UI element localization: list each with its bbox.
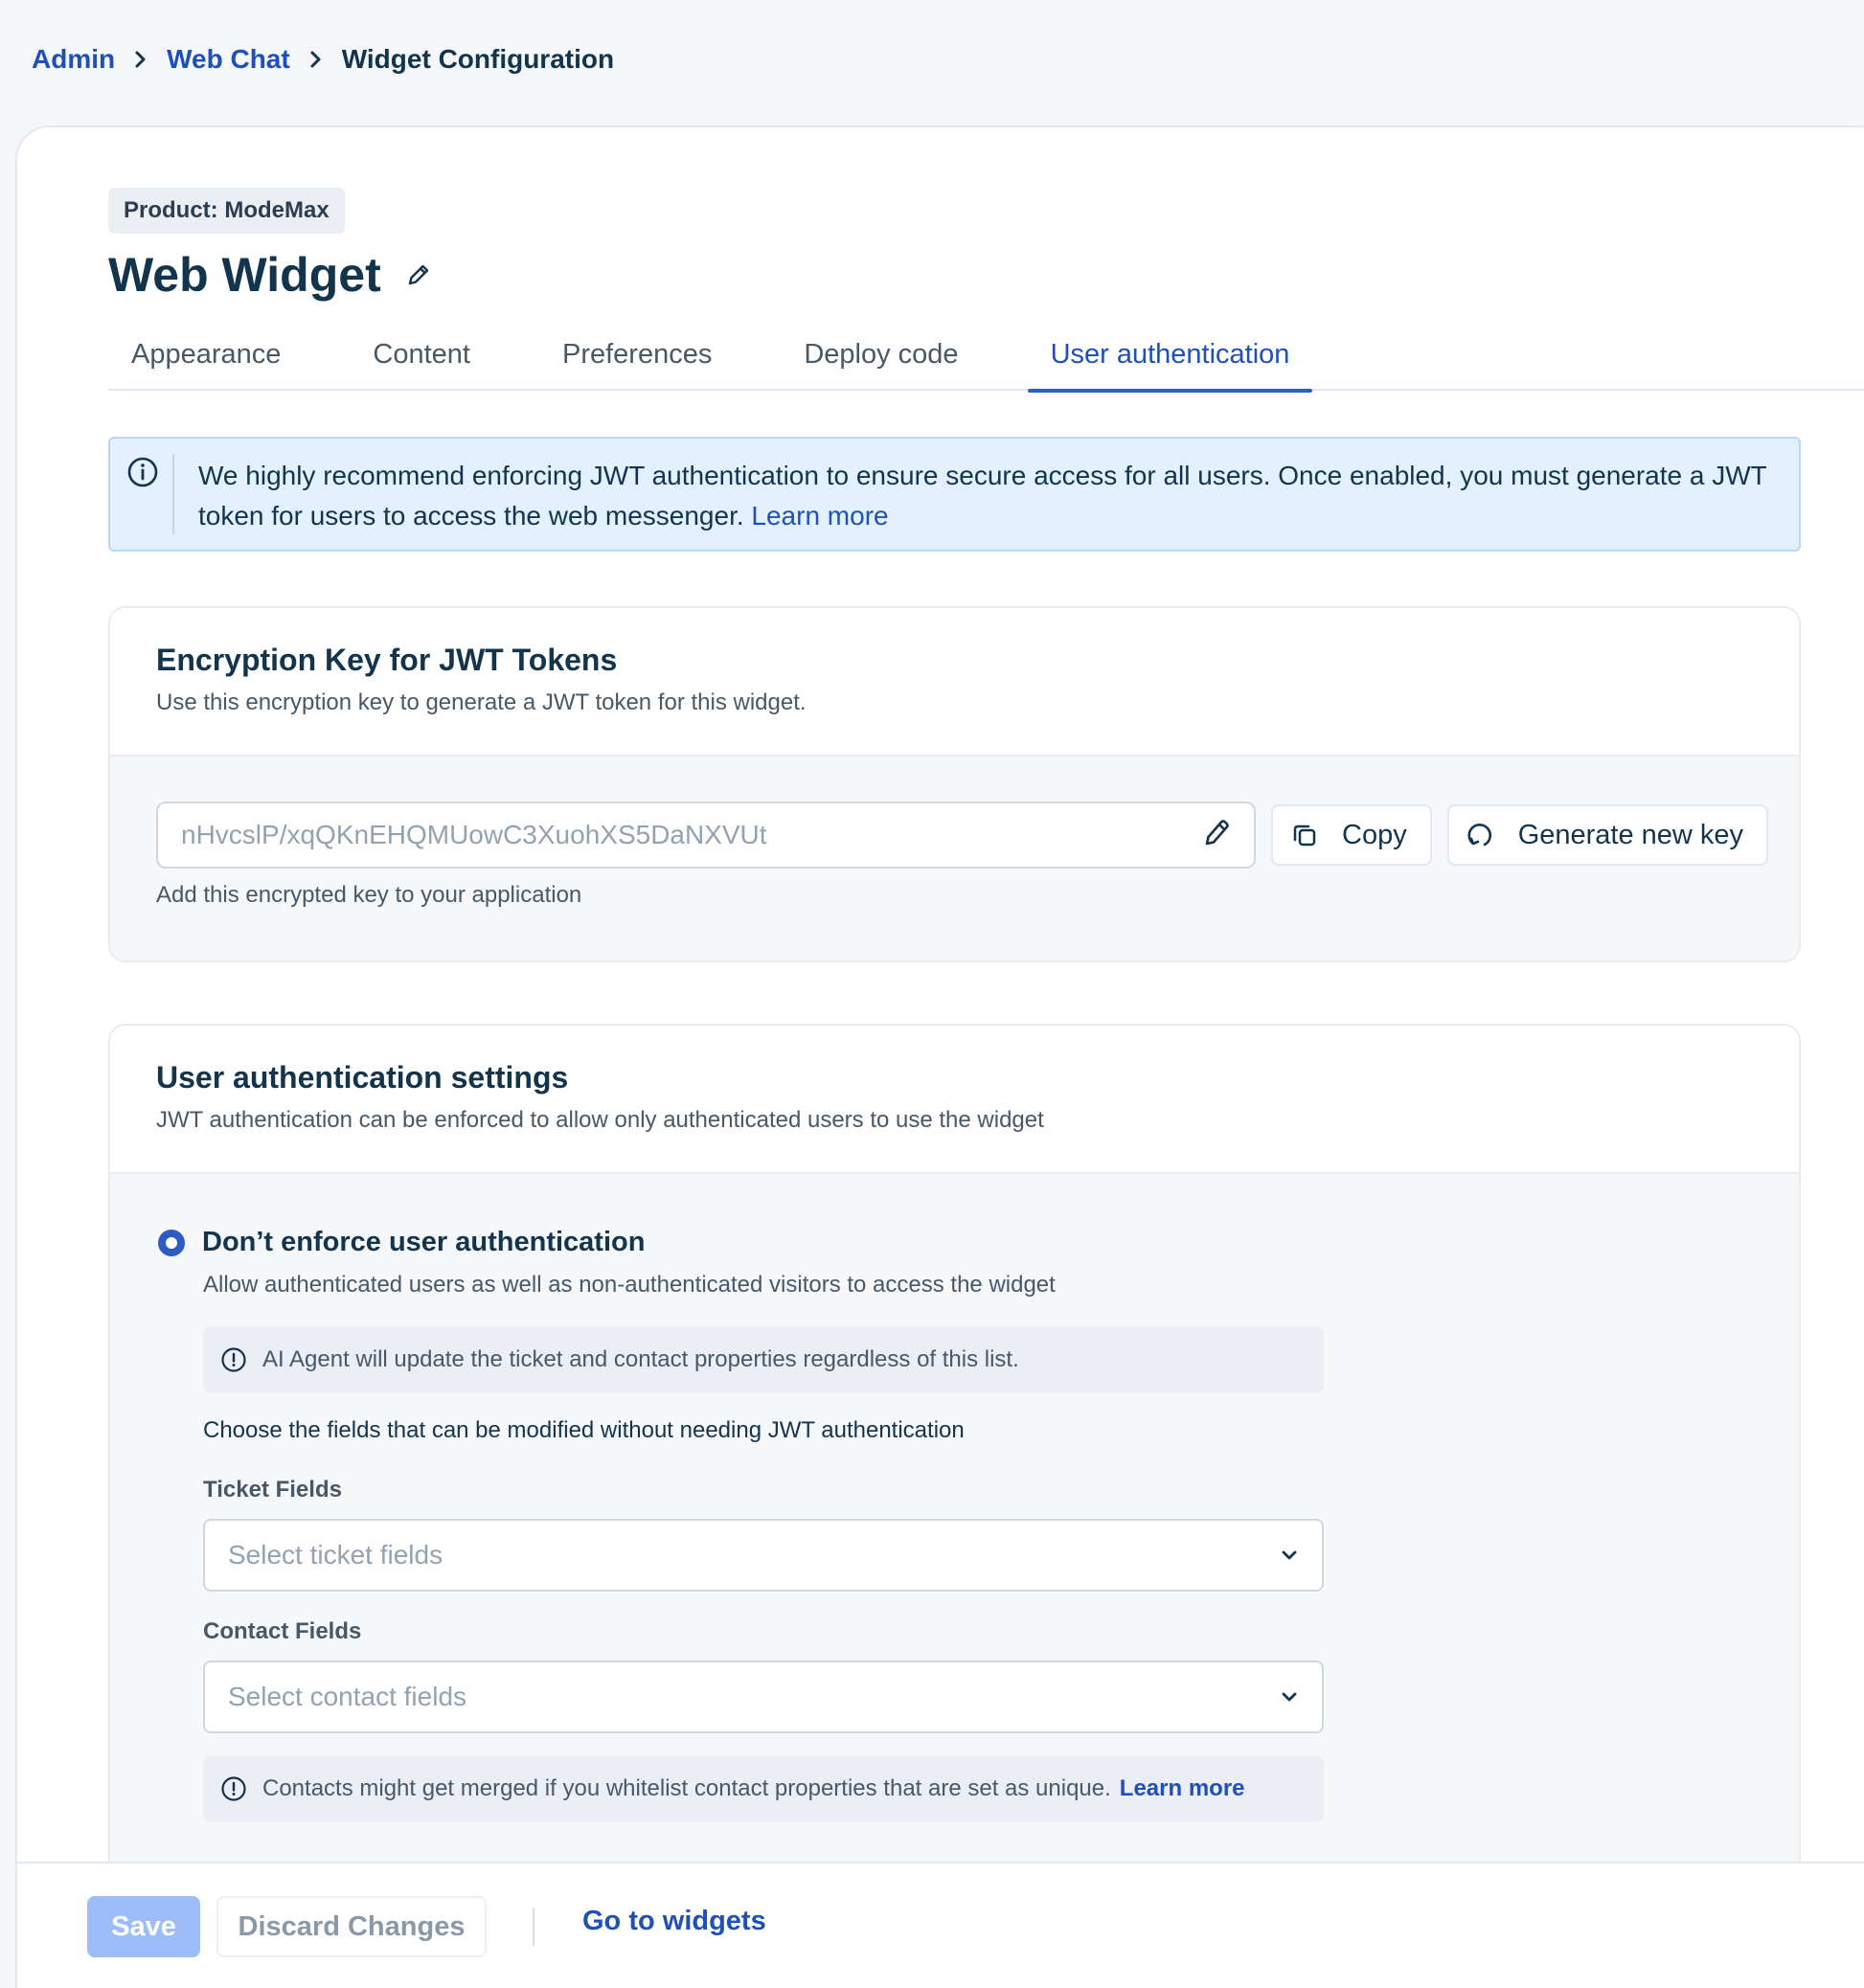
radio-selected-icon[interactable] (158, 1230, 185, 1256)
auth-card-header (110, 1026, 1799, 1174)
ai-agent-note-text: AI Agent will update the ticket and contact properties regardless of this list. (262, 1346, 1019, 1372)
ai-agent-note (203, 1327, 1324, 1392)
chevron-right-icon (290, 50, 342, 69)
auth-settings-card (108, 1024, 1801, 1981)
pencil-icon[interactable] (1202, 816, 1231, 855)
chevron-right-icon (115, 50, 167, 69)
breadcrumb-admin[interactable]: Admin (32, 44, 116, 74)
key-help-text: Add this encrypted key to your application (156, 882, 582, 908)
auth-settings-title: User authentication settings (156, 1060, 569, 1095)
encryption-key-card (108, 606, 1801, 962)
chevron-down-icon (1280, 1690, 1299, 1704)
breadcrumb (32, 44, 614, 75)
alert-circle-icon (220, 1346, 262, 1373)
breadcrumb-current: Widget Configuration (341, 44, 615, 74)
go-to-widgets-link[interactable]: Go to widgets (582, 1906, 766, 1936)
contact-fields-label: Contact Fields (203, 1618, 362, 1644)
banner-learn-more-link[interactable]: Learn more (751, 501, 889, 531)
refresh-icon (1466, 821, 1507, 849)
contacts-merge-note (203, 1756, 1324, 1821)
tab-bar (108, 331, 1864, 391)
encryption-key-field[interactable] (156, 802, 1256, 869)
footer-bar (17, 1862, 1864, 1988)
encryption-subtitle: Use this encryption key to generate a JWT token for this widget. (156, 689, 807, 715)
tab-deploy-code[interactable]: Deploy code (804, 339, 959, 370)
encryption-key-value: nHvcslP/xqQKnEHQMUowC3XuohXS5DaNXVUt (181, 820, 767, 849)
contact-fields-placeholder: Select contact fields (228, 1682, 467, 1711)
page-title (108, 247, 433, 303)
choose-fields-text: Choose the fields that can be modified without needing JWT authentication (203, 1417, 965, 1443)
tab-user-authentication[interactable]: User authentication (1028, 331, 1313, 391)
info-icon (126, 456, 159, 488)
tab-preferences[interactable]: Preferences (561, 339, 713, 370)
footer-divider (533, 1908, 534, 1946)
alert-circle-icon (220, 1775, 262, 1802)
encryption-card-header (110, 608, 1799, 757)
save-button[interactable]: Save (87, 1896, 200, 1957)
ticket-fields-select[interactable] (203, 1519, 1324, 1592)
tab-content[interactable]: Content (373, 339, 470, 370)
encryption-title: Encryption Key for JWT Tokens (156, 643, 618, 677)
discard-changes-button[interactable]: Discard Changes (216, 1896, 487, 1957)
chevron-down-icon (1280, 1548, 1299, 1562)
ticket-fields-placeholder: Select ticket fields (228, 1540, 443, 1570)
ticket-fields-label: Ticket Fields (203, 1477, 342, 1502)
info-banner (108, 437, 1801, 552)
copy-button[interactable] (1271, 804, 1432, 866)
tab-appearance[interactable]: Appearance (131, 339, 282, 370)
page-title-text: Web Widget (108, 248, 381, 302)
radio-label: Don’t enforce user authentication (202, 1227, 646, 1257)
banner-divider (172, 454, 174, 534)
radio-description: Allow authenticated users as well as non-authenticated visitors to access the widget (203, 1272, 1056, 1298)
contacts-merge-text: Contacts might get merged if you whitelist contact properties that are set as unique. (262, 1775, 1111, 1801)
contacts-learn-more-link[interactable]: Learn more (1119, 1775, 1245, 1801)
auth-settings-subtitle: JWT authentication can be enforced to allow only authenticated users to use the widget (156, 1107, 1044, 1133)
breadcrumb-web-chat[interactable]: Web Chat (167, 44, 290, 74)
banner-message: We highly recommend enforcing JWT authentication to ensure secure access for all users. Once enabled, you must generate a JWT token for users to access the web messenger. (198, 461, 1767, 531)
product-badge: Product: ModeMax (108, 188, 345, 234)
radio-dont-enforce[interactable] (158, 1227, 645, 1258)
copy-label: Copy (1342, 819, 1407, 850)
edit-title-icon[interactable] (404, 260, 433, 289)
contact-fields-select[interactable] (203, 1660, 1324, 1733)
key-row (156, 802, 1768, 869)
generate-new-key-button[interactable] (1447, 804, 1768, 866)
generate-label: Generate new key (1517, 819, 1744, 850)
copy-icon (1290, 821, 1330, 849)
banner-text (198, 456, 1769, 536)
